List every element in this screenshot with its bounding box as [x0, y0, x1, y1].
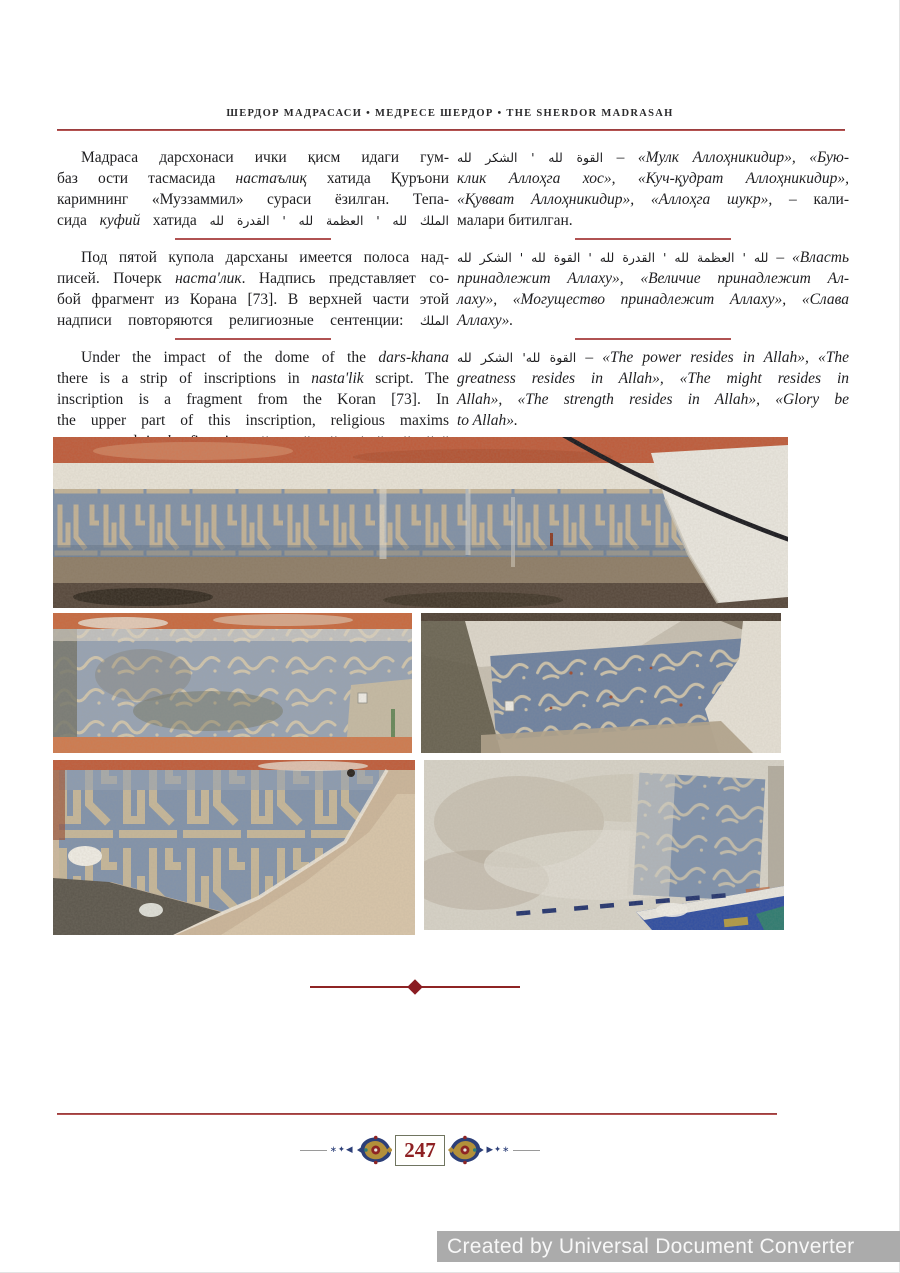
text-line: бой фрагмент из Корана [73]. В верхней части этой: [57, 291, 449, 308]
text-line: каримнинг «Муззаммил» сураси ёзилган. Тепа-: [57, 191, 449, 208]
text-line: клик Аллоҳга хос», «Куч-қудрат Аллоҳникидир»,: [457, 170, 849, 187]
paragraph: [57, 247, 449, 331]
ornament-line-left: [300, 1150, 327, 1151]
text-line: надписи повторяются религиозные сентенции: الملك: [57, 312, 449, 329]
paragraph: [457, 247, 849, 331]
column-right: [457, 147, 849, 431]
ornament-arrows-left-icon: ∗✦◀: [329, 1145, 354, 1155]
running-head: ШЕРДОР МАДРАСАСИ • МЕДРЕСЕ ШЕРДОР • THE SHERDOR MADRASAH: [226, 108, 674, 119]
arabesque-ornament-left-icon: [357, 1132, 393, 1168]
text-line: Allah», «The strength resides in Allah», «Glory be: [457, 391, 849, 408]
text-line: the upper part of this inscription, religious maxims: [57, 412, 449, 429]
text-line: inscription is a fragment from the Koran [73]. In: [57, 391, 449, 408]
photo-kufi-frieze-panorama: [53, 437, 788, 608]
text-line: баз ости тасмасида настаълиқ хатида Қуръони: [57, 170, 449, 187]
ornament-line-right: [513, 1150, 540, 1151]
text-line: лаху», «Могущество принадлежит Аллаху», «Слава: [457, 291, 849, 308]
photo-plastered-wall-with-majolica: [424, 760, 784, 930]
diamond-divider: [310, 980, 520, 994]
ornament-arrows-right-icon: ▶✦∗: [486, 1145, 511, 1155]
text-line: to Allah».: [457, 412, 518, 429]
paragraph-divider: [175, 238, 331, 240]
text-line: Under the impact of the dome of the dars-khana: [81, 349, 449, 366]
paragraph: [57, 147, 449, 231]
paragraph-divider: [575, 338, 731, 340]
page-number-ornament: [300, 1128, 540, 1172]
text-line: сида куфий хатида الملك لله ' العظمة لله ' القدرة لله: [57, 212, 449, 229]
watermark: Created by Universal Document Converter: [437, 1231, 900, 1262]
photo-kufi-panel-with-plaster: [53, 760, 415, 935]
diamond-icon: [407, 979, 423, 995]
text-line: «Қувват Аллоҳникидир», «Аллоҳга шукр», – кали-: [457, 191, 849, 208]
text-line: greatness resides in Allah», «The might resides in: [457, 370, 849, 387]
text-line: Мадраса дарсхонаси ички қисм идаги гум-: [81, 149, 449, 166]
column-left: [57, 147, 449, 452]
footer-rule: [57, 1113, 777, 1115]
arabesque-ornament-right-icon: [448, 1132, 484, 1168]
photo-nastaliq-corner-right: [421, 613, 781, 753]
text-line: малари битилган.: [457, 212, 573, 229]
text-line: писей. Почерк наста'лик. Надпись представляет со-: [57, 270, 449, 287]
text-line: there is a strip of inscriptions in nasta'lik script. The: [57, 370, 449, 387]
text-line: القوة لله ' الشكر لله – «Мулк Аллоҳникидир», «Бую-: [457, 149, 849, 166]
text-line: Под пятой купола дарсханы имеется полоса над-: [81, 249, 449, 266]
paragraph: [457, 347, 849, 431]
text-line: принадлежит Аллаху», «Величие принадлежит Ал-: [457, 270, 849, 287]
text-line: لله ' العظمة لله ' القدرة لله ' القوة لله ' الشكر لله – «Власть: [457, 249, 850, 266]
page-number: 247: [395, 1135, 445, 1166]
text-line: Аллаху».: [457, 312, 514, 329]
paragraph-divider: [175, 338, 331, 340]
header-rule: [57, 129, 845, 131]
paragraph-divider: [575, 238, 731, 240]
photo-nastaliq-band-left: [53, 613, 412, 753]
paragraph: [457, 147, 849, 231]
text-line: القوة لله' الشكر لله – «The power resides in Allah», «The: [457, 349, 849, 366]
